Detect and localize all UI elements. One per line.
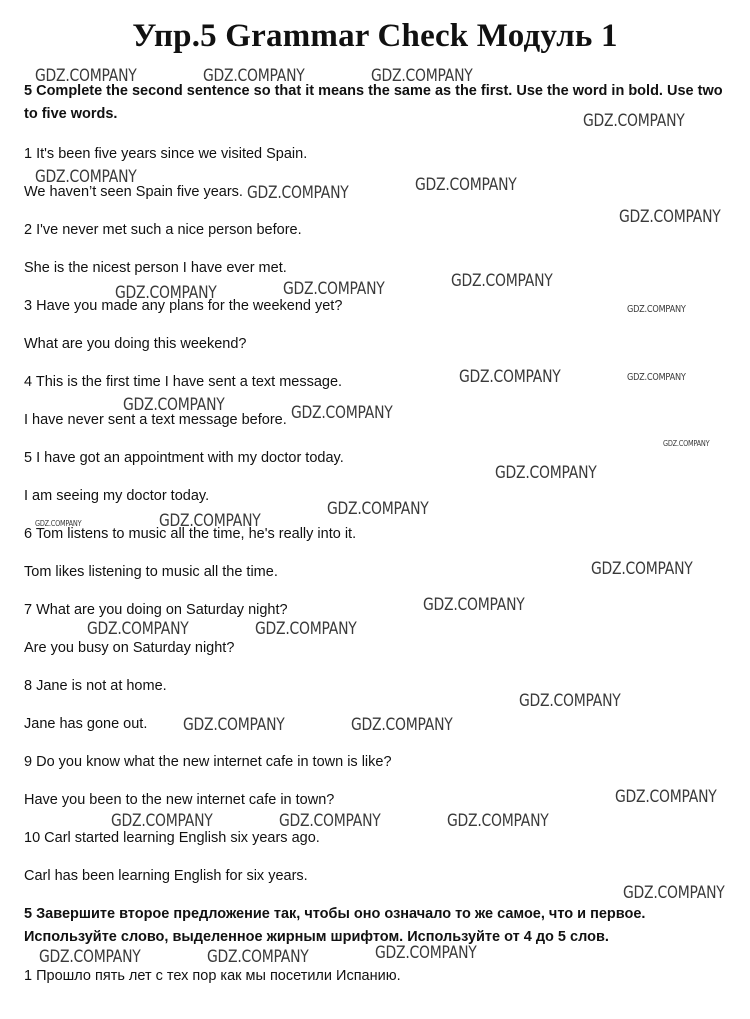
item-6-first-sentence: 6 Tom listens to music all the time, he's really into it. [24,526,357,542]
watermark: GDZ.COMPANY [115,283,217,303]
item-3-first-sentence: 3 Have you made any plans for the weekend yet? [24,298,343,314]
item-4-second-sentence: I have never sent a text message before. [24,412,287,428]
watermark: GDZ.COMPANY [327,499,429,519]
item-4-first-sentence: 4 This is the first time I have sent a text message. [24,374,343,390]
watermark: GDZ.COMPANY [123,395,225,415]
watermark: GDZ.COMPANY [615,787,717,807]
watermark: GDZ.COMPANY [495,463,597,483]
watermark: GDZ.COMPANY [623,883,725,903]
watermark: GDZ.COMPANY [459,367,561,387]
watermark: GDZ.COMPANY [203,66,305,86]
item-7-first-sentence: 7 What are you doing on Saturday night? [24,602,288,618]
instruction-russian: 5 Завершите второе предложение так, чтобы оно означало то же самое, что и первое. Используйте слово, выделенное жирным шрифтом. Используйте от 4 до 5 слов. [24,906,646,945]
watermark: GDZ.COMPANY [519,691,621,711]
item-1-second-sentence: We haven’t seen Spain five years. [24,184,243,200]
watermark: GDZ.COMPANY [159,511,261,531]
watermark: GDZ.COMPANY [447,811,549,831]
watermark: GDZ.COMPANY [415,175,517,195]
item-8-second-sentence: Jane has gone out. [24,716,148,732]
item-9-first-sentence: 9 Do you know what the new internet cafe in town is like? [24,754,392,770]
watermark: GDZ.COMPANY [35,167,137,187]
watermark: GDZ.COMPANY [279,811,381,831]
watermark: GDZ.COMPANY [291,403,393,423]
watermark: GDZ.COMPANY [35,519,82,528]
item-10-first-sentence: 10 Carl started learning English six years ago. [24,830,320,846]
item-9-second-sentence: Have you been to the new internet cafe in town? [24,792,335,808]
watermark: GDZ.COMPANY [451,271,553,291]
item-7-second-sentence: Are you busy on Saturday night? [24,640,235,656]
item-2-first-sentence: 2 I've never met such a nice person before. [24,222,302,238]
watermark: GDZ.COMPANY [619,207,721,227]
watermark: GDZ.COMPANY [583,111,685,131]
page-title: Упр.5 Grammar Check Модуль 1 [132,18,618,54]
watermark: GDZ.COMPANY [351,715,453,735]
ru-item-1-sentence: 1 Прошло пять лет с тех пор как мы посетили Испанию. [24,968,401,984]
item-5-first-sentence: 5 I have got an appointment with my doctor today. [24,450,344,466]
item-2-second-sentence: She is the nicest person I have ever met. [24,260,287,276]
watermark: GDZ.COMPANY [183,715,285,735]
watermark: GDZ.COMPANY [627,304,686,315]
watermark: GDZ.COMPANY [39,947,141,967]
item-1-first-sentence: 1 It's been five years since we visited Spain. [24,146,308,162]
watermark: GDZ.COMPANY [207,947,309,967]
watermark: GDZ.COMPANY [283,279,385,299]
watermark: GDZ.COMPANY [375,943,477,963]
watermark: GDZ.COMPANY [247,183,349,203]
watermark: GDZ.COMPANY [87,619,189,639]
watermark: GDZ.COMPANY [627,372,686,383]
instruction-english: 5 Complete the second sentence so that it means the same as the first. Use the word in bold. Use two to five words. [24,83,723,122]
item-10-second-sentence: Carl has been learning English for six years. [24,868,308,884]
item-3-second-sentence: What are you doing this weekend? [24,336,247,352]
watermark: GDZ.COMPANY [35,66,137,86]
item-6-second-sentence: Tom likes listening to music all the time. [24,564,278,580]
watermark: GDZ.COMPANY [663,439,710,448]
watermark: GDZ.COMPANY [371,66,473,86]
watermark: GDZ.COMPANY [423,595,525,615]
item-5-second-sentence: I am seeing my doctor today. [24,488,210,504]
watermark: GDZ.COMPANY [591,559,693,579]
item-8-first-sentence: 8 Jane is not at home. [24,678,167,694]
watermark: GDZ.COMPANY [111,811,213,831]
watermark: GDZ.COMPANY [255,619,357,639]
